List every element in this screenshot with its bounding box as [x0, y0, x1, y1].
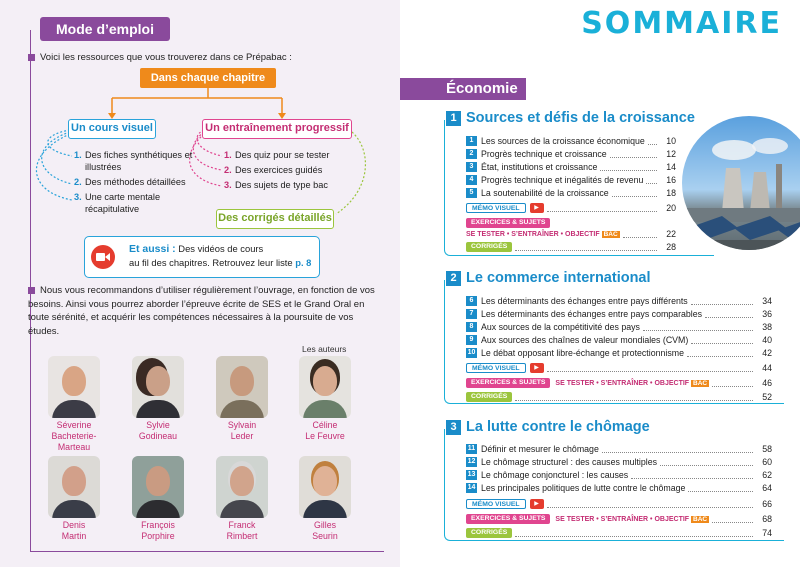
leader-dots	[547, 205, 657, 212]
toc-item[interactable]	[466, 161, 676, 173]
item-number: 4	[466, 175, 477, 185]
aussi-box	[84, 236, 320, 278]
toc-exercices[interactable]	[466, 377, 772, 389]
item-label: Les principales politiques de lutte contre le chômage	[481, 483, 686, 493]
toc-item[interactable]	[466, 187, 676, 199]
bac-badge: BAC	[693, 515, 708, 523]
aussi-page-link[interactable]: p. 8	[295, 257, 312, 268]
toc-item[interactable]	[466, 334, 772, 346]
page-number: 52	[762, 392, 772, 402]
author-first: Sylvain	[227, 420, 257, 430]
leader-dots	[515, 394, 753, 401]
aussi-line-b: au fil des chapitres. Retrouvez leur liste	[129, 257, 293, 268]
leader-dots	[602, 446, 753, 453]
author-photo	[48, 456, 100, 518]
video-icon: ▶	[530, 203, 544, 213]
list-item	[224, 149, 354, 161]
author-last: Le Feuvre	[305, 431, 345, 441]
page-number: 62	[762, 470, 772, 480]
item-label: Le chômage conjoncturel : les causes	[481, 470, 629, 480]
author-first: Franck	[228, 520, 256, 530]
author-photo	[299, 356, 351, 418]
leader-dots	[691, 298, 753, 305]
aussi-line-a: Des vidéos de cours	[178, 243, 264, 254]
leader-dots	[705, 311, 753, 318]
aussi-heading: Et aussi :	[129, 243, 176, 255]
leader-dots	[631, 472, 753, 479]
author-card	[211, 356, 273, 442]
section-title-text: Le commerce international	[466, 270, 651, 286]
item-number: 6	[466, 296, 477, 306]
item-text: Des fiches synthétiques et illustrées	[85, 150, 193, 172]
toc-exercices[interactable]	[466, 513, 772, 525]
author-first: Séverine	[56, 420, 92, 430]
corriges-tag: CORRIGÉS	[466, 392, 512, 402]
item-number: 3.	[224, 180, 232, 190]
page-number: 66	[762, 499, 772, 509]
toc-item[interactable]	[466, 482, 772, 494]
page-number: 28	[666, 242, 676, 252]
leader-dots	[515, 244, 657, 251]
toc-item[interactable]	[466, 308, 772, 320]
page-number: 38	[762, 322, 772, 332]
item-label: La soutenabilité de la croissance	[481, 188, 609, 198]
leader-dots	[712, 380, 753, 387]
leader-dots	[623, 231, 657, 238]
toc-memo[interactable]	[466, 202, 676, 214]
leader-dots	[687, 350, 753, 357]
tester-label	[466, 231, 620, 238]
corriges-tag: CORRIGÉS	[466, 528, 512, 538]
page-number: 44	[762, 363, 772, 373]
item-number: 3.	[74, 192, 82, 202]
aussi-text	[129, 242, 315, 270]
page-number: 18	[666, 188, 676, 198]
section-number: 1	[446, 111, 461, 126]
toc-item[interactable]	[466, 443, 772, 455]
item-label: Le débat opposant libre-échange et protectionnisme	[481, 348, 684, 358]
item-label: Aux sources de la compétitivité des pays	[481, 322, 640, 332]
author-last: Rimbert	[226, 531, 258, 541]
item-number: 5	[466, 188, 477, 198]
author-photo	[216, 356, 268, 418]
list-item	[74, 191, 214, 215]
author-photo	[132, 356, 184, 418]
exercices-tag: EXERCICES & SUJETS	[466, 378, 550, 388]
video-camera-icon	[91, 245, 115, 269]
author-first: François	[141, 520, 175, 530]
right-page	[400, 0, 800, 567]
leader-dots	[691, 337, 753, 344]
tester-label	[555, 380, 709, 387]
page-number: 40	[762, 335, 772, 345]
item-number: 8	[466, 322, 477, 332]
memo-tag: MÉMO VISUEL	[466, 363, 526, 373]
item-number: 1.	[74, 150, 82, 160]
section-title[interactable]	[446, 419, 650, 435]
leader-dots	[648, 138, 657, 145]
page-number: 12	[666, 149, 676, 159]
authors-label: Les auteurs	[302, 344, 347, 354]
item-label: Définir et mesurer le chômage	[481, 444, 599, 454]
toc-item[interactable]	[466, 174, 676, 186]
item-number: 14	[467, 484, 476, 491]
item-text: Des méthodes détaillées	[85, 177, 186, 187]
leader-dots	[712, 516, 753, 523]
toc-corriges[interactable]	[466, 241, 676, 253]
item-number: 3	[466, 162, 477, 172]
cours-list	[74, 149, 214, 218]
author-card	[294, 456, 356, 542]
item-label: Aux sources des chaînes de valeur mondiales (CVM)	[481, 335, 689, 345]
author-name	[211, 420, 273, 442]
toc-tester[interactable]	[466, 228, 676, 240]
part-tab-economie: Économie	[400, 78, 526, 100]
item-label: Les sources de la croissance économique	[481, 136, 645, 146]
item-number: 1.	[224, 150, 232, 160]
toc-item[interactable]	[466, 347, 772, 359]
list-item	[74, 149, 214, 173]
page-number: 60	[762, 457, 772, 467]
toc-item[interactable]	[466, 469, 772, 481]
section-title-text: Sources et défis de la croissance	[466, 110, 695, 126]
leader-dots	[547, 501, 753, 508]
item-number: 2.	[74, 177, 82, 187]
toc-item[interactable]	[466, 321, 772, 333]
author-name	[127, 420, 189, 442]
entrainement-list	[224, 149, 354, 194]
leader-dots	[547, 365, 753, 372]
page-number: 14	[666, 162, 676, 172]
sommaire-title: SOMMAIRE	[581, 6, 782, 41]
author-last: Seurin	[312, 531, 338, 541]
page-number: 64	[762, 483, 772, 493]
item-text: Des quiz pour se tester	[235, 150, 330, 160]
page-number: 42	[762, 348, 772, 358]
list-item	[224, 179, 354, 191]
item-label: Les déterminants des échanges entre pays différents	[481, 296, 688, 306]
author-name	[211, 520, 273, 542]
page-number: 46	[762, 378, 772, 388]
author-first: Gilles	[314, 520, 336, 530]
toc-memo[interactable]	[466, 498, 772, 510]
video-icon: ▶	[530, 363, 544, 373]
author-last: Porphire	[141, 531, 175, 541]
author-last: Bacheterie-Marteau	[51, 431, 97, 452]
toc-corriges[interactable]	[466, 527, 772, 539]
bac-badge: BAC	[603, 230, 618, 238]
author-last: Martin	[61, 531, 87, 541]
page-number: 22	[666, 229, 676, 239]
item-number: 2	[466, 149, 477, 159]
item-text: Des exercices guidés	[235, 165, 323, 175]
intro-text: Voici les ressources que vous trouverez dans ce Prépabac :	[40, 52, 292, 63]
recommend-paragraph	[28, 284, 378, 338]
toc-item[interactable]	[466, 148, 676, 160]
item-number: 9	[466, 335, 477, 345]
page-number: 58	[762, 444, 772, 454]
entrainement-box: Un entraînement progressif	[202, 119, 352, 139]
item-number: 13	[467, 471, 476, 478]
toc-item[interactable]	[466, 295, 772, 307]
leader-dots	[600, 164, 657, 171]
leader-dots	[612, 190, 657, 197]
leader-dots	[660, 459, 753, 466]
author-name	[127, 520, 189, 542]
item-label: Le chômage structurel : des causes multiples	[481, 457, 658, 467]
author-name	[294, 420, 356, 442]
leader-dots	[515, 530, 753, 537]
author-photo	[132, 456, 184, 518]
author-first: Céline	[312, 420, 338, 430]
page-number: 74	[762, 528, 772, 538]
toc-item[interactable]	[466, 456, 772, 468]
memo-tag: MÉMO VISUEL	[466, 203, 526, 213]
item-label: État, institutions et croissance	[481, 162, 598, 172]
author-card	[43, 456, 105, 542]
bac-badge: BAC	[693, 379, 708, 387]
tester-text: SE TESTER • S’ENTRAÎNER • OBJECTIF	[555, 515, 690, 523]
author-last: Godineau	[138, 431, 178, 441]
author-card	[43, 356, 105, 453]
list-item	[74, 176, 214, 188]
page-number: 68	[762, 514, 772, 524]
author-card	[127, 356, 189, 442]
exercices-tag: EXERCICES & SUJETS	[466, 218, 550, 228]
leader-dots	[610, 151, 657, 158]
item-label: Les déterminants des échanges entre pays comparables	[481, 309, 703, 319]
exercices-tag: EXERCICES & SUJETS	[466, 514, 550, 524]
item-number: 10	[467, 349, 476, 356]
section-number: 3	[446, 420, 461, 435]
toc-memo[interactable]	[466, 362, 772, 374]
item-text: Une carte mentale récapitulative	[85, 192, 161, 214]
author-photo	[48, 356, 100, 418]
mode-emploi-title: Mode d’emploi	[40, 17, 170, 41]
author-name	[43, 420, 105, 453]
leader-dots	[688, 485, 753, 492]
section-title[interactable]	[446, 110, 695, 126]
item-label: Progrès technique et croissance	[481, 149, 607, 159]
item-number: 12	[467, 458, 476, 465]
corriges-box: Des corrigés détaillés	[216, 209, 334, 229]
page-number: 10	[666, 136, 676, 146]
author-first: Denis	[62, 520, 86, 530]
item-label: Progrès technique et inégalités de revenu	[481, 175, 644, 185]
item-text: Des sujets de type bac	[235, 180, 328, 190]
author-photo	[216, 456, 268, 518]
page-number: 20	[666, 203, 676, 213]
chapter-box: Dans chaque chapitre	[140, 68, 276, 88]
item-number: 7	[466, 309, 477, 319]
bullet-square-icon	[28, 287, 35, 294]
item-number: 2.	[224, 165, 232, 175]
section-title[interactable]	[446, 270, 651, 286]
page-number: 16	[666, 175, 676, 185]
tester-text: SE TESTER • S’ENTRAÎNER • OBJECTIF	[466, 230, 600, 238]
item-number: 1	[466, 136, 477, 146]
leader-dots	[646, 177, 657, 184]
tester-text: SE TESTER • S’ENTRAÎNER • OBJECTIF	[555, 379, 690, 387]
author-card	[211, 456, 273, 542]
leader-dots	[643, 324, 753, 331]
author-card	[294, 356, 356, 442]
list-item	[224, 164, 354, 176]
toc-corriges[interactable]	[466, 391, 772, 403]
section-title-text: La lutte contre le chômage	[466, 419, 650, 435]
recommend-text: Nous vous recommandons d’utiliser régulièrement l’ouvrage, en fonction de vos besoins. Ainsi vous pourrez aborder l’épreuve écrite de SES et le Grand Oral en toute sérénité, et acquérir les compétences nécessaires à la poursuite de vos études.	[28, 285, 375, 337]
page-number: 34	[762, 296, 772, 306]
cours-visuel-box: Un cours visuel	[68, 119, 156, 139]
author-last: Leder	[230, 431, 254, 441]
author-name	[294, 520, 356, 542]
page-number: 36	[762, 309, 772, 319]
video-icon: ▶	[530, 499, 544, 509]
memo-tag: MÉMO VISUEL	[466, 499, 526, 509]
author-card	[127, 456, 189, 542]
section-number: 2	[446, 271, 461, 286]
corriges-tag: CORRIGÉS	[466, 242, 512, 252]
author-name	[43, 520, 105, 542]
item-number: 11	[467, 445, 476, 452]
author-first: Sylvie	[146, 420, 170, 430]
toc-item[interactable]	[466, 135, 676, 147]
author-photo	[299, 456, 351, 518]
tester-label	[555, 516, 709, 523]
